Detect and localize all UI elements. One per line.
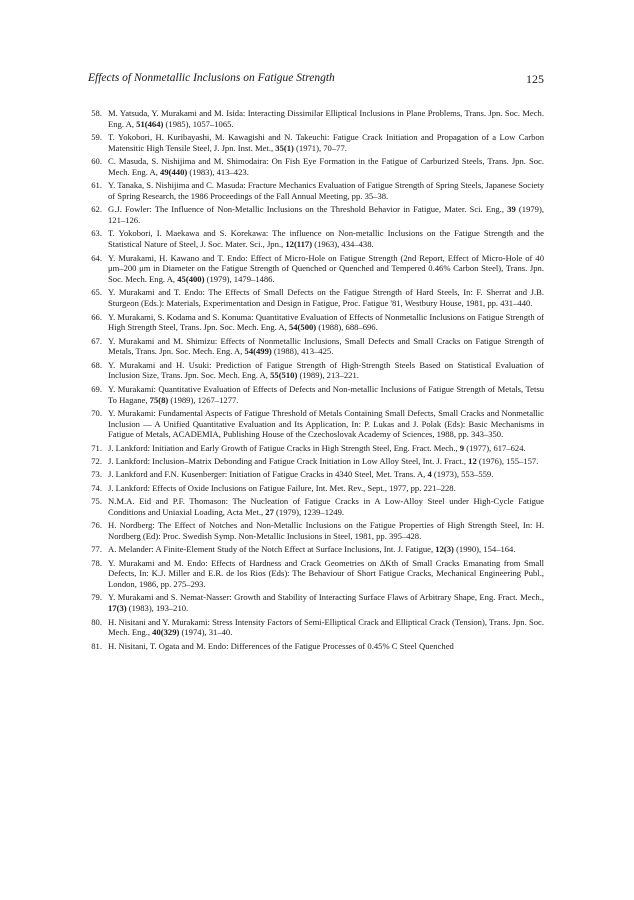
- ref-pages: (1989), 213–221.: [297, 370, 359, 381]
- ref-pages: (1963), 434–438.: [312, 239, 374, 250]
- ref-number: 63.: [91, 228, 102, 239]
- ref-volume: 9: [459, 442, 465, 453]
- ref-volume: 40(329): [152, 627, 180, 638]
- ref-text: J. Lankford and F.N. Kusenberger: Initiation of Fatigue Cracks in 4340 Steel, Met. Trans. A,: [108, 469, 428, 480]
- ref-text: Y. Murakami: Fundamental Aspects of Fatigue Threshold of Metals Containing Small Defects, Small Cracks and Nonmetallic Inclusion — A Unified Quantitative Evaluation and Its Application, In: P. Lukas and J. Polak (Eds): Basic Mechanisms in Fatigue of Metals, ACADEMIA, Publishing House of the Czechoslovak Academy of Sciences, 1988, pp. 343–350.: [108, 407, 544, 440]
- ref-number: 61.: [91, 180, 102, 191]
- reference-71: [84, 443, 544, 454]
- ref-pages: (1971), 70–77.: [293, 142, 347, 153]
- ref-pages: (1979), 1479–1486.: [204, 274, 275, 285]
- reference-62: [84, 204, 544, 226]
- ref-volume: 39: [507, 204, 516, 215]
- ref-pages: (1977), 617–624.: [464, 442, 526, 453]
- ref-pages: (1973), 553–559.: [431, 469, 494, 480]
- reference-64: [84, 253, 544, 285]
- ref-number: 75.: [91, 496, 102, 507]
- ref-volume: 51(464): [136, 118, 164, 129]
- reference-61: [84, 180, 544, 202]
- ref-volume: 49(440): [160, 166, 188, 177]
- ref-number: 67.: [91, 335, 102, 346]
- reference-70: [84, 408, 544, 440]
- ref-number: 60.: [91, 156, 102, 167]
- ref-text: J. Lankford: Inclusion–Matrix Debonding and Fatigue Crack Initiation in Low Alloy Steel, Int. J. Fract.,: [108, 456, 469, 467]
- reference-60: [84, 156, 544, 178]
- ref-text: Y. Murakami and H. Usuki: Prediction of Fatigue Strength of High-Strength Steels Based on Statistical Evaluation of Inclusion Size, Trans. Jpn. Soc. Mech. Eng. A,: [108, 359, 544, 381]
- ref-text: Y. Murakami and S. Nemat-Nasser: Growth and Stability of Interacting Surface Flaws of Arbitrary Shape, Eng. Fract. Mech.,: [108, 592, 544, 603]
- ref-number: 72.: [91, 456, 102, 467]
- reference-78: [84, 558, 544, 590]
- ref-pages: (1983), 413–423.: [187, 166, 249, 177]
- reference-77: [84, 544, 544, 555]
- ref-text: A. Melander: A Finite-Element Study of the Notch Effect at Surface Inclusions, Int. J. Fatigue,: [108, 544, 436, 555]
- reference-75: [84, 496, 544, 518]
- ref-text: H. Nordberg: The Effect of Notches and Non-Metallic Inclusions on the Fatigue Properties of High Strength Steel, In: H. Nordberg (Ed): Proc. Swedish Symp. Non-Metallic Inclusions in Steel, 1981, pp. 395–428.: [108, 520, 544, 541]
- ref-volume: 45(400): [177, 274, 205, 285]
- ref-volume: 54(499): [244, 346, 272, 357]
- ref-pages: (1974), 31–40.: [179, 627, 233, 638]
- ref-text: Y. Murakami, S. Kodama and S. Konuma: Quantitative Evaluation of Effects of Nonmetallic Inclusions on Fatigue Strength of High Strength Steel, Trans. Jpn. Soc. Mech. Eng. A,: [108, 311, 544, 333]
- ref-number: 62.: [91, 204, 102, 215]
- ref-pages: (1989), 1267–1277.: [168, 394, 239, 405]
- ref-number: 78.: [91, 557, 102, 568]
- ref-number: 79.: [91, 592, 102, 603]
- reference-65: [84, 287, 544, 309]
- ref-text: Y. Murakami: Quantitative Evaluation of Effects of Defects and Non-metallic Inclusions of Fatigue Strength of Metals, Tetsu To Hagane,: [108, 383, 544, 405]
- ref-text: Y. Murakami, H. Kawano and T. Endo: Effect of Micro-Hole on Fatigue Strength (2nd Report, Effect of Micro-Hole of 40 μm–200 μm in Diameter on the Fatigue Strength of Quenched or Quenched and Tempered 0.46% Carbon Steel), Trans. Jpn. Soc. Mech. Eng. A,: [108, 252, 544, 285]
- ref-number: 69.: [91, 383, 102, 394]
- ref-text: M. Yatsuda, Y. Murakami and M. Isida: Interacting Dissimilar Elliptical Inclusions in Plane Problems, Trans. Jpn. Soc. Mech. Eng. A,: [108, 108, 544, 129]
- ref-number: 80.: [91, 616, 102, 627]
- ref-volume: 55(510): [270, 370, 298, 381]
- ref-text: J. Lankford: Initiation and Early Growth of Fatigue Cracks in High Strength Steel, Eng. Fract. Mech.,: [108, 442, 460, 453]
- reference-72: [84, 456, 544, 467]
- ref-number: 58.: [91, 108, 102, 118]
- ref-text: Y. Tanaka, S. Nishijima and C. Masuda: Fracture Mechanics Evaluation of Fatigue Strength of Spring Steels, Japanese Society of Spring Research, the 1986 Proceedings of the Fall Annual Meeting, pp. 35–38.: [108, 180, 544, 202]
- ref-pages: (1990), 154–164.: [453, 544, 516, 555]
- reference-80: [84, 617, 544, 639]
- ref-number: 76.: [91, 520, 102, 531]
- ref-number: 68.: [91, 359, 102, 370]
- ref-number: 66.: [91, 311, 102, 322]
- ref-number: 73.: [91, 469, 102, 480]
- ref-text: Y. Murakami and M. Endo: Effects of Hardness and Crack Geometries on ΔKth of Small Cracks Emanating from Small Defects, In: K.J. Miller and E.R. de los Rios (Eds): The Behaviour of Short Fatigue Cracks, Mechanical Engineering Publ., London, 1986, pp. 275–293.: [108, 557, 544, 590]
- ref-text: J. Lankford: Effects of Oxide Inclusions on Fatigue Failure, Int. Met. Rev., Sept., 1977, pp. 221–228.: [108, 482, 456, 493]
- ref-pages: (1988), 688–696.: [316, 322, 378, 333]
- reference-79: [84, 592, 544, 614]
- running-title: Effects of Nonmetallic Inclusions on Fatigue Strength: [88, 72, 335, 84]
- ref-number: 77.: [91, 544, 102, 555]
- reference-67: [84, 336, 544, 358]
- ref-text: Y. Murakami and T. Endo: The Effects of Small Defects on the Fatigue Strength of Hard Steels, In: F. Sherrat and J.B. Sturgeon (Eds.): Materials, Experimentation and Design in Fatigue, Proc. Fatigue '81, Westbury House, 1981, pp. 431–440.: [108, 287, 544, 309]
- ref-volume: 4: [427, 469, 432, 480]
- reference-58: [84, 108, 544, 130]
- reference-66: [84, 312, 544, 334]
- reference-76: [84, 520, 544, 542]
- reference-74: [84, 483, 544, 494]
- reference-list: [84, 108, 544, 654]
- ref-text: N.M.A. Eid and P.F. Thomason: The Nucleation of Fatigue Cracks in A Low-Alloy Steel under High-Cycle Fatigue Conditions and Uniaxial Loading, Acta Met.,: [108, 496, 544, 517]
- reference-69: [84, 384, 544, 406]
- ref-number: 64.: [91, 252, 102, 263]
- ref-number: 65.: [91, 287, 102, 298]
- ref-text: H. Nisitani, T. Ogata and M. Endo: Differences of the Fatigue Processes of 0.45% C Steel Quenched: [108, 640, 454, 651]
- ref-text: C. Masuda, S. Nishijima and M. Shimodaira: On Fish Eye Formation in the Fatigue of Carburized Steels, Trans. Jpn. Soc. Mech. Eng. A,: [108, 156, 544, 177]
- page-header: [88, 72, 544, 88]
- ref-number: 74.: [91, 482, 102, 493]
- ref-pages: (1979), 121–126.: [108, 204, 544, 226]
- page-number: 125: [526, 72, 544, 86]
- ref-text: H. Nisitani and Y. Murakami: Stress Intensity Factors of Semi-Elliptical Crack and Elliptical Crack (Tension), Trans. Jpn. Soc. Mech. Eng.,: [108, 616, 544, 638]
- ref-volume: 27: [265, 506, 274, 517]
- ref-text: T. Yokobori, H. Kuribayashi, M. Kawagishi and N. Takeuchi: Fatigue Crack Initiation and Propagation of a Low Carbon Matensitic High Tensile Steel, J. Jpn. Inst. Met.,: [108, 132, 544, 153]
- ref-volume: 75(8): [149, 394, 169, 405]
- ref-pages: (1983), 193–210.: [126, 603, 189, 614]
- reference-63: [84, 228, 544, 250]
- ref-volume: 12: [468, 456, 477, 467]
- ref-pages: (1988), 413–425.: [271, 346, 334, 357]
- ref-volume: 12(3): [435, 544, 454, 555]
- ref-volume: 54(500): [288, 322, 317, 333]
- ref-pages: (1976), 155–157.: [476, 456, 539, 467]
- ref-number: 81.: [91, 640, 102, 651]
- ref-number: 70.: [91, 407, 102, 418]
- reference-59: [84, 132, 544, 154]
- reference-68: [84, 360, 544, 382]
- ref-pages: (1979), 1239–1249.: [273, 506, 345, 517]
- ref-pages: (1985), 1057–1065.: [163, 118, 234, 129]
- ref-number: 71.: [91, 442, 102, 453]
- reference-73: [84, 469, 544, 480]
- ref-volume: 35(1): [275, 142, 294, 153]
- ref-text: G.J. Fowler: The Influence of Non-Metallic Inclusions on the Threshold Behavior in Fatigue, Mater. Sci. Eng.,: [108, 204, 508, 215]
- ref-volume: 17(3): [108, 603, 127, 614]
- reference-81: [84, 641, 544, 652]
- ref-number: 59.: [91, 132, 102, 143]
- ref-volume: 12(117): [285, 239, 313, 250]
- ref-text: Y. Murakami and M. Shimizu: Effects of Nonmetallic Inclusions, Small Defects and Small Cracks on Fatigue Strength of Metals, Trans. Jpn. Soc. Mech. Eng. A,: [108, 335, 544, 357]
- ref-text: T. Yokobori, I. Maekawa and S. Korekawa: The influence on Non-metallic Inclusions on the Fatigue Strength and the Statistical Nature of Steel, J. Soc. Mater. Sci., Jpn.,: [108, 228, 544, 250]
